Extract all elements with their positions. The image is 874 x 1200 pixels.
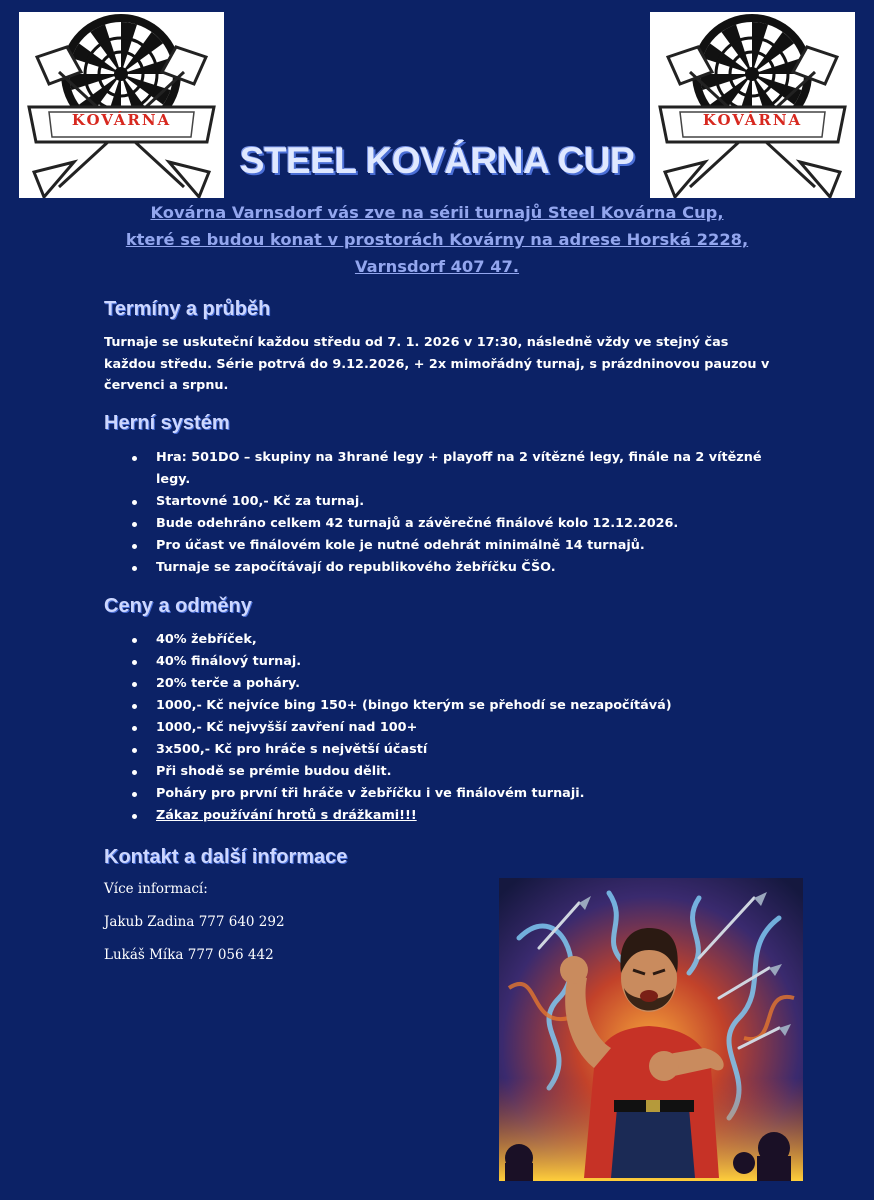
- list-item: 1000,- Kč nejvyšší zavření nad 100+: [104, 717, 784, 739]
- heading-herni-system: Herní systém: [104, 412, 230, 434]
- heading-ceny: Ceny a odměny: [104, 595, 252, 617]
- list-item: Poháry pro první tři hráče v žebříčku i ve finálovém turnaji.: [104, 783, 784, 805]
- contact-intro: Více informací:: [104, 881, 208, 897]
- herni-system-list: [104, 447, 784, 579]
- page-title: STEEL KOVÁRNA CUP: [239, 140, 635, 181]
- list-item: Pro účast ve finálovém kole je nutné odehrát minimálně 14 turnajů.: [104, 535, 784, 557]
- contact-lukas: Lukáš Míka 777 056 442: [104, 947, 274, 963]
- logo-text: KOVÁRNA: [71, 111, 172, 129]
- heading-terminy: Termíny a průběh: [104, 298, 271, 320]
- list-item-warning: Zákaz používání hrotů s drážkami!!!: [104, 805, 784, 827]
- heading-kontakt: Kontakt a další informace: [104, 846, 348, 868]
- intro-line: které se budou konat v prostorách Kovárny na adrese Horská 2228,: [125, 230, 749, 249]
- intro-line: Varnsdorf 407 47.: [354, 257, 520, 276]
- list-item: 3x500,- Kč pro hráče s největší účastí: [104, 739, 784, 761]
- list-item: 1000,- Kč nejvíce bing 150+ (bingo kterým se přehodí se nezapočítává): [104, 695, 784, 717]
- ceny-list: [104, 629, 784, 827]
- list-item: Při shodě se prémie budou dělit.: [104, 761, 784, 783]
- logo-text: KOVÁRNA: [702, 111, 803, 129]
- list-item: Hra: 501DO – skupiny na 3hrané legy + playoff na 2 vítězné legy, finále na 2 vítězné legy.: [104, 447, 784, 491]
- list-item: Bude odehráno celkem 42 turnajů a závěrečné finálové kolo 12.12.2026.: [104, 513, 784, 535]
- list-item: Turnaje se započítávají do republikového žebříčku ČŠO.: [104, 557, 784, 579]
- dart-player-illustration: [499, 878, 803, 1181]
- terminy-text: Turnaje se uskuteční každou středu od 7. 1. 2026 v 17:30, následně vždy ve stejný čas každou středu. Série potrvá do 9.12.2026, + 2x mimořádný turnaj, s prázdninovou pauzou v červenci a srpnu.: [104, 335, 770, 393]
- list-item: 40% žebříček,: [104, 629, 784, 651]
- intro-line: Kovárna Varnsdorf vás zve na sérii turnajů Steel Kovárna Cup,: [150, 203, 724, 222]
- contact-jakub: Jakub Zadina 777 640 292: [104, 914, 285, 930]
- intro-text: [90, 199, 784, 280]
- list-item: 40% finálový turnaj.: [104, 651, 784, 673]
- list-item: Startovné 100,- Kč za turnaj.: [104, 491, 784, 513]
- list-item: 20% terče a poháry.: [104, 673, 784, 695]
